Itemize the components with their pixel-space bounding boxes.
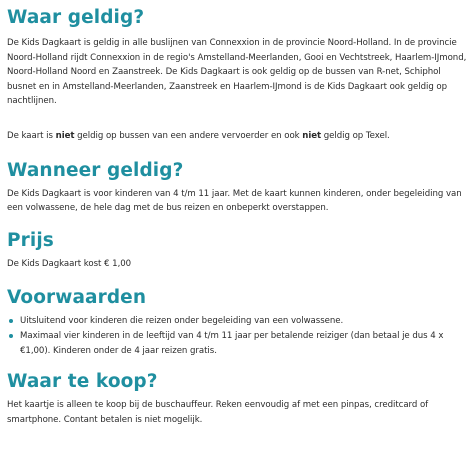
list-item: Maximaal vier kinderen in de leeftijd van 4 t/m 11 jaar per betalende reiziger (dan betaal je dus 4 x €1,00). Kinderen onder de 4 jaar reizen gratis. <box>20 329 469 358</box>
paragraph-wanneer: De Kids Dagkaart is voor kinderen van 4 t/m 11 jaar. Met de kaart kunnen kinderen, onder begeleiding van een volwassene, de hele dag met de bus reizen en onbeperkt overstappen. <box>7 188 462 214</box>
section-prijs <box>7 230 469 272</box>
section-wanneer-geldig <box>7 160 469 216</box>
conditions-list <box>7 314 469 358</box>
paragraph-niet-geldig <box>7 129 469 144</box>
text-fragment: geldig op Texel. <box>321 130 390 141</box>
text-fragment: geldig op bussen van een andere vervoerder en ook <box>74 130 303 141</box>
section-waar-geldig <box>7 7 469 144</box>
heading-wanneer-geldig: Wanneer geldig? <box>7 159 184 181</box>
list-item: Uitsluitend voor kinderen die reizen onder begeleiding van een volwassene. <box>20 314 469 329</box>
heading-voorwaarden: Voorwaarden <box>7 287 147 309</box>
paragraph-geldigheid: De Kids Dagkaart is geldig in alle buslijnen van Connexxion in de provincie Noord-Holland. In de provincie Noord-Holland rijdt Connexxion in de regio's Amstelland-Meerlanden, Gooi en Vechtstreek, Haarlem-IJmond, Noord-Holland Noord en Zaanstreek. De Kids Dagkaart is ook geldig op de bussen van R-net, Schiphol busnet en in Amstelland-Meerlanden, Zaanstreek en Haarlem-IJmond is de Kids Dagkaart ook geldig op nachtlijnen. <box>7 38 467 107</box>
text-fragment: De kaart is <box>7 130 56 141</box>
paragraph-te-koop: Het kaartje is alleen te koop bij de buschauffeur. Reken eenvoudig af met een pinpas, creditcard of smartphone. Contant betalen is niet mogelijk. <box>7 400 429 425</box>
emphasis-niet: niet <box>302 130 322 141</box>
section-voorwaarden <box>7 287 469 358</box>
heading-waar-geldig: Waar geldig? <box>7 7 145 28</box>
heading-waar-te-koop: Waar te koop? <box>7 371 158 393</box>
section-waar-te-koop <box>7 371 469 427</box>
emphasis-niet: niet <box>55 130 75 141</box>
paragraph-prijs: De Kids Dagkaart kost € 1,00 <box>7 258 132 269</box>
heading-prijs: Prijs <box>7 229 54 251</box>
